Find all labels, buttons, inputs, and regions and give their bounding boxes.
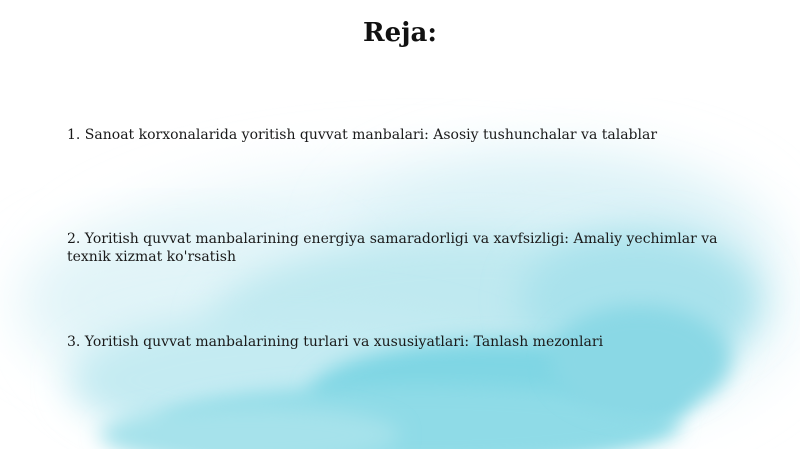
list-item: 3. Yoritish quvvat manbalarining turlari va xususiyatlari: Tanlash mezonlari	[67, 334, 604, 350]
slide-title: Reja:	[362, 18, 437, 48]
list-item: 2. Yoritish quvvat manbalarining energiya samaradorligi va xavfsizligi: Amaliy yechimlar va texnik xizmat ko'rsatish	[67, 231, 718, 265]
list-item: 1. Sanoat korxonalarida yoritish quvvat manbalari: Asosiy tushunchalar va talablar	[67, 127, 658, 143]
